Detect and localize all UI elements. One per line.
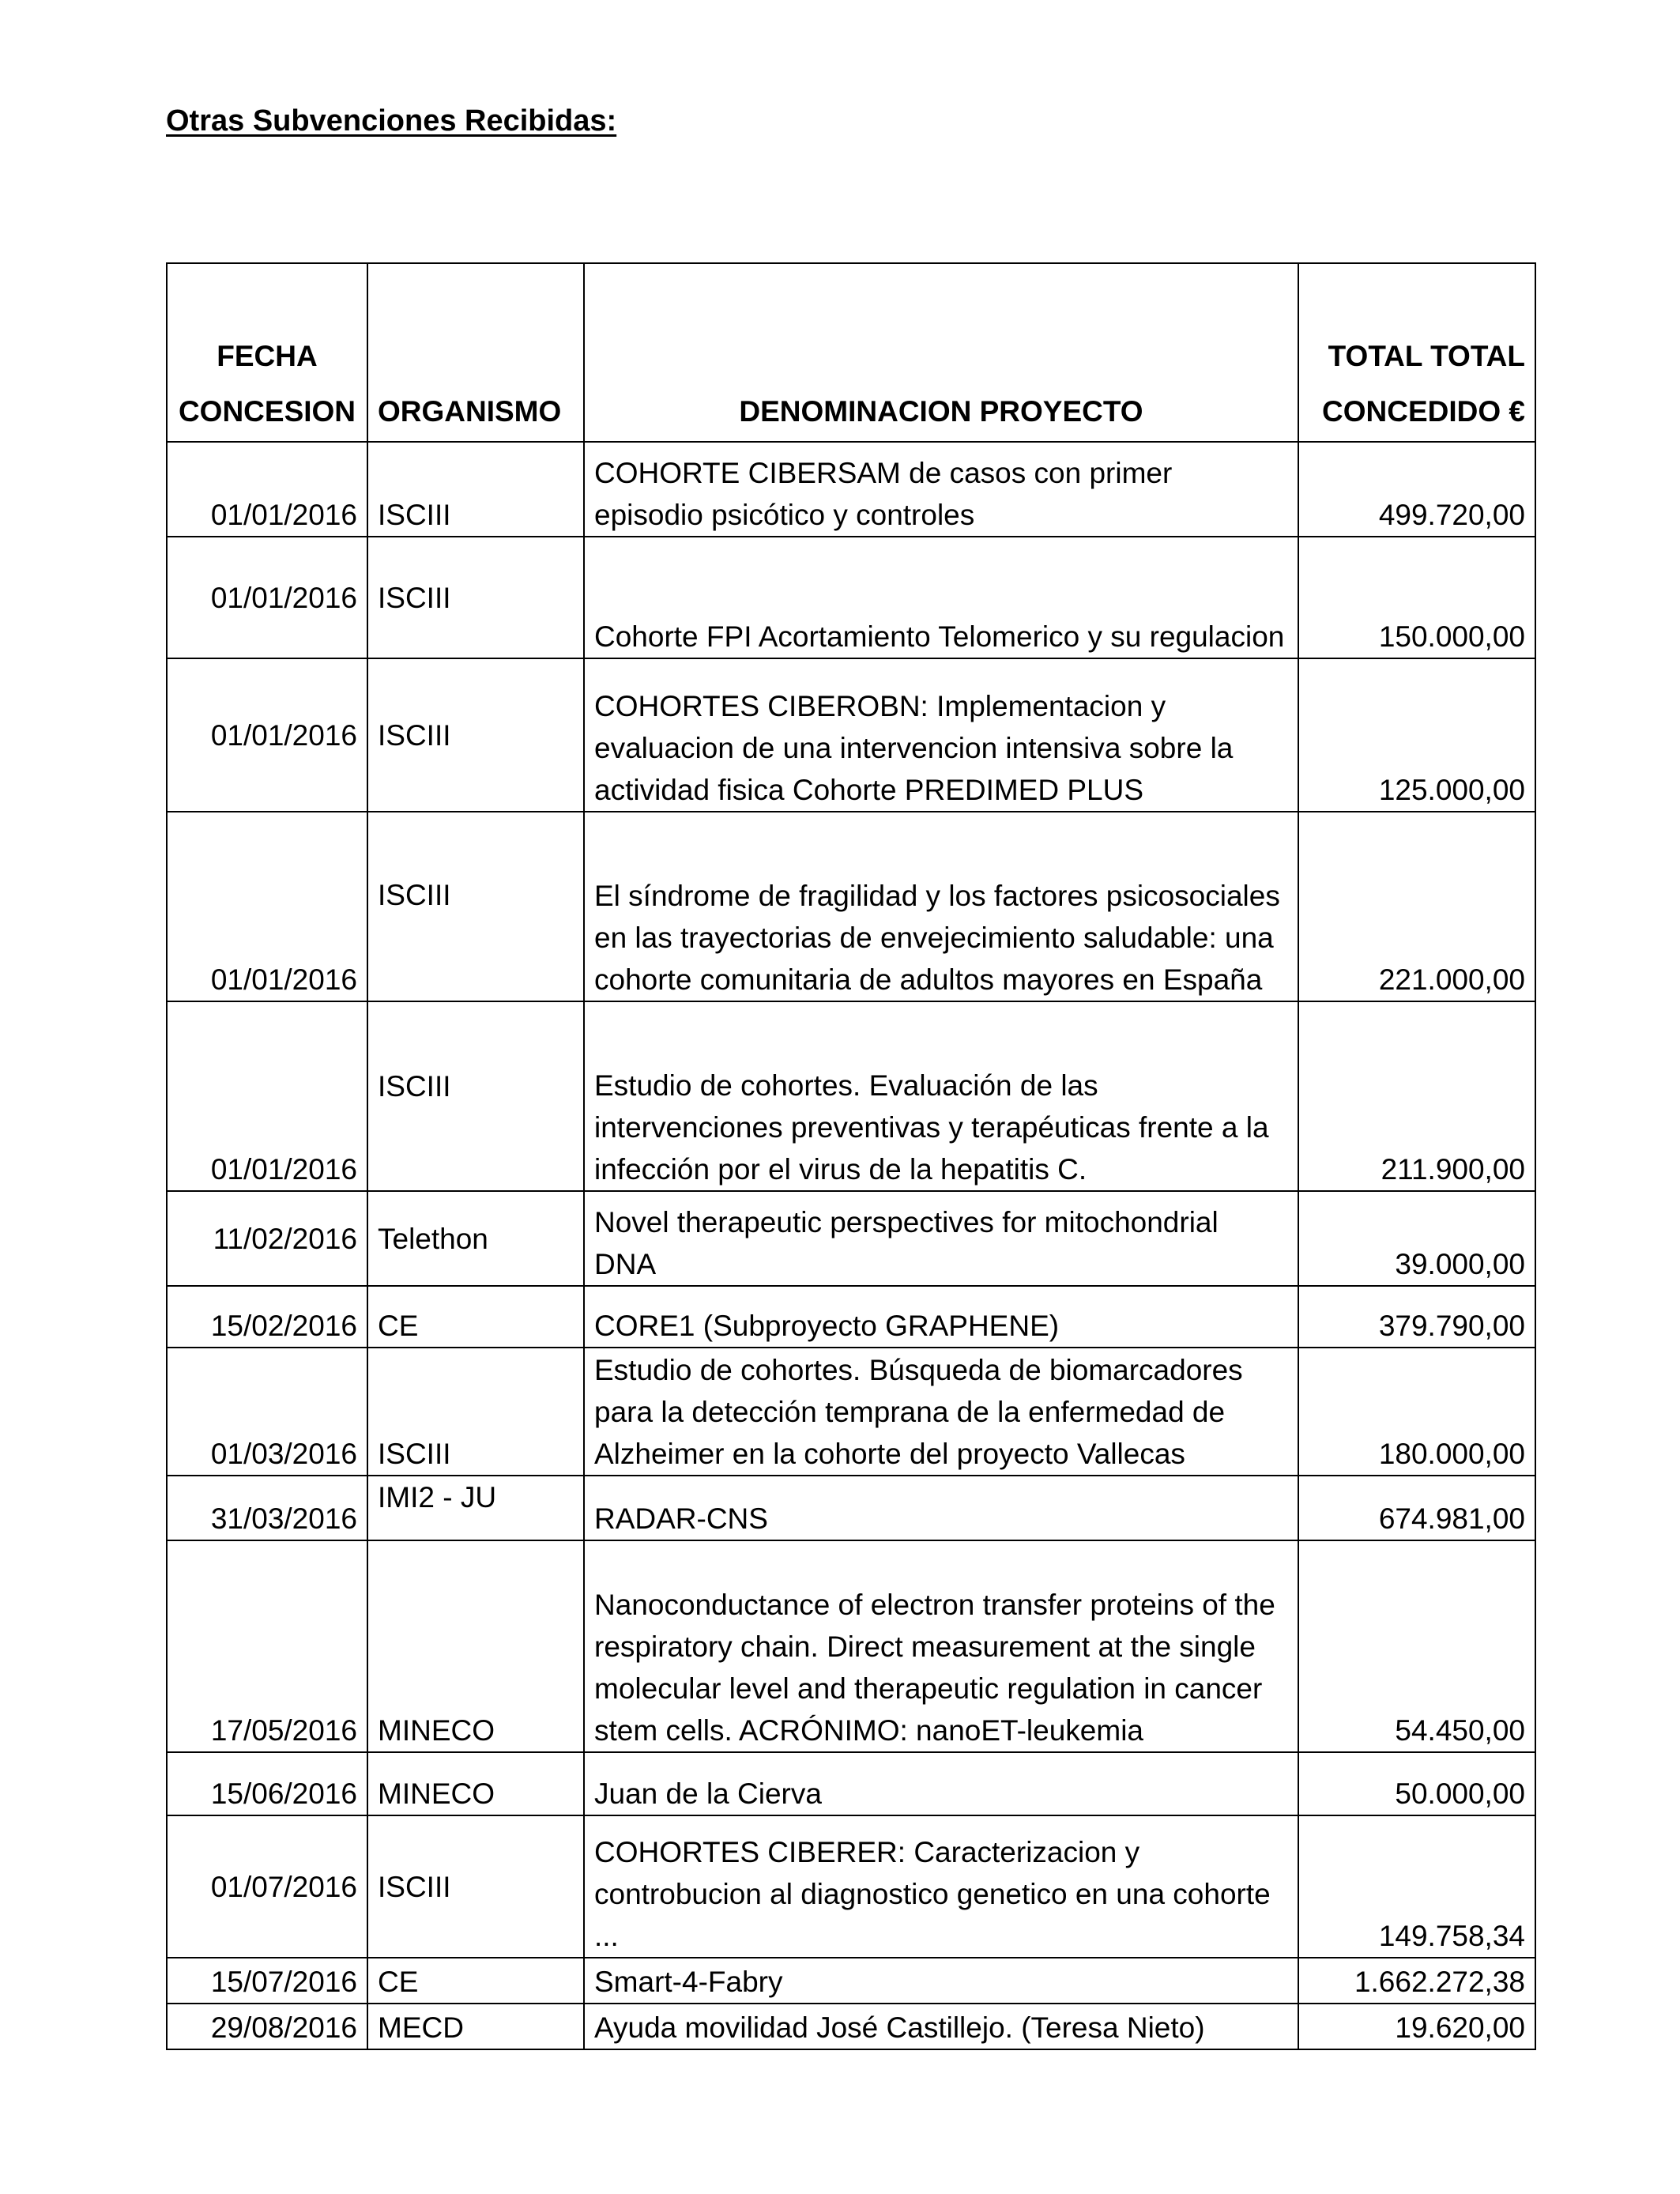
table-row xyxy=(167,2004,1535,2049)
cell-organismo: ISCIII xyxy=(367,537,584,658)
header-denominacion: DENOMINACION PROYECTO xyxy=(584,263,1298,442)
cell-total: 379.790,00 xyxy=(1298,1286,1535,1348)
cell-organismo: MINECO xyxy=(367,1752,584,1815)
cell-denominacion: Nanoconductance of electron transfer proteins of the respiratory chain. Direct measurement at the single molecular level and therapeutic regulation in cancer stem cells. ACRÓNIMO: nanoET-leukemia xyxy=(584,1540,1298,1752)
cell-total: 150.000,00 xyxy=(1298,537,1535,658)
cell-total: 125.000,00 xyxy=(1298,658,1535,812)
cell-fecha: 01/01/2016 xyxy=(167,442,367,537)
cell-denominacion: COHORTES CIBEROBN: Implementacion y evaluacion de una intervencion intensiva sobre la actividad fisica Cohorte PREDIMED PLUS xyxy=(584,658,1298,812)
cell-organismo: IMI2 - JU xyxy=(367,1476,584,1540)
cell-organismo: MINECO xyxy=(367,1540,584,1752)
cell-fecha: 29/08/2016 xyxy=(167,2004,367,2049)
cell-organismo: ISCIII xyxy=(367,658,584,812)
cell-total: 39.000,00 xyxy=(1298,1191,1535,1286)
header-fecha-line1: FECHA xyxy=(217,340,318,372)
cell-denominacion: Estudio de cohortes. Búsqueda de biomarcadores para la detección temprana de la enfermedad de Alzheimer en la cohorte del proyecto Vallecas xyxy=(584,1348,1298,1476)
header-organismo: ORGANISMO xyxy=(367,263,584,442)
cell-denominacion: COHORTE CIBERSAM de casos con primer episodio psicótico y controles xyxy=(584,442,1298,537)
table-row xyxy=(167,442,1535,537)
cell-fecha: 17/05/2016 xyxy=(167,1540,367,1752)
table-row xyxy=(167,1476,1535,1540)
header-fecha-line2: CONCESION xyxy=(178,395,356,428)
cell-total: 211.900,00 xyxy=(1298,1001,1535,1191)
cell-denominacion: Juan de la Cierva xyxy=(584,1752,1298,1815)
cell-organismo: ISCIII xyxy=(367,1815,584,1958)
cell-fecha: 15/07/2016 xyxy=(167,1958,367,2004)
document-title: Otras Subvenciones Recibidas: xyxy=(166,104,617,138)
cell-total: 499.720,00 xyxy=(1298,442,1535,537)
cell-fecha: 15/06/2016 xyxy=(167,1752,367,1815)
table-row xyxy=(167,1286,1535,1348)
table-row xyxy=(167,537,1535,658)
cell-fecha: 01/03/2016 xyxy=(167,1348,367,1476)
table-row xyxy=(167,1752,1535,1815)
cell-denominacion: El síndrome de fragilidad y los factores psicosociales en las trayectorias de envejecimiento saludable: una cohorte comunitaria de adultos mayores en España xyxy=(584,812,1298,1001)
table-row xyxy=(167,812,1535,1001)
cell-organismo: Telethon xyxy=(367,1191,584,1286)
cell-fecha: 01/01/2016 xyxy=(167,658,367,812)
cell-organismo: ISCIII xyxy=(367,1348,584,1476)
cell-organismo: MECD xyxy=(367,2004,584,2049)
cell-denominacion: Novel therapeutic perspectives for mitochondrial DNA xyxy=(584,1191,1298,1286)
cell-total: 180.000,00 xyxy=(1298,1348,1535,1476)
table-row xyxy=(167,1191,1535,1286)
cell-total: 1.662.272,38 xyxy=(1298,1958,1535,2004)
cell-fecha: 01/01/2016 xyxy=(167,1001,367,1191)
cell-fecha: 01/07/2016 xyxy=(167,1815,367,1958)
table-row xyxy=(167,1348,1535,1476)
cell-denominacion: COHORTES CIBERER: Caracterizacion y controbucion al diagnostico genetico en una cohorte ... xyxy=(584,1815,1298,1958)
table-row xyxy=(167,1001,1535,1191)
cell-organismo: ISCIII xyxy=(367,1001,584,1191)
table-row xyxy=(167,1815,1535,1958)
cell-organismo: ISCIII xyxy=(367,812,584,1001)
cell-fecha: 01/01/2016 xyxy=(167,537,367,658)
header-total-concedido xyxy=(1298,263,1535,442)
cell-fecha: 31/03/2016 xyxy=(167,1476,367,1540)
cell-total: 50.000,00 xyxy=(1298,1752,1535,1815)
header-total-line2: CONCEDIDO € xyxy=(1322,395,1525,428)
table-row xyxy=(167,1958,1535,2004)
cell-organismo: CE xyxy=(367,1286,584,1348)
table-row xyxy=(167,658,1535,812)
cell-organismo: ISCIII xyxy=(367,442,584,537)
cell-fecha: 15/02/2016 xyxy=(167,1286,367,1348)
cell-denominacion: Ayuda movilidad José Castillejo. (Teresa Nieto) xyxy=(584,2004,1298,2049)
header-total-line1: TOTAL TOTAL xyxy=(1328,340,1525,372)
cell-total: 54.450,00 xyxy=(1298,1540,1535,1752)
cell-denominacion: Smart-4-Fabry xyxy=(584,1958,1298,2004)
header-fecha-concesion xyxy=(167,263,367,442)
cell-denominacion: RADAR-CNS xyxy=(584,1476,1298,1540)
cell-denominacion: CORE1 (Subproyecto GRAPHENE) xyxy=(584,1286,1298,1348)
grants-table xyxy=(166,262,1536,2050)
table-header-row xyxy=(167,263,1535,442)
cell-total: 674.981,00 xyxy=(1298,1476,1535,1540)
cell-denominacion: Estudio de cohortes. Evaluación de las intervenciones preventivas y terapéuticas frente a la infección por el virus de la hepatitis C. xyxy=(584,1001,1298,1191)
cell-fecha: 11/02/2016 xyxy=(167,1191,367,1286)
cell-denominacion: Cohorte FPI Acortamiento Telomerico y su regulacion xyxy=(584,537,1298,658)
cell-fecha: 01/01/2016 xyxy=(167,812,367,1001)
table-row xyxy=(167,1540,1535,1752)
cell-organismo: CE xyxy=(367,1958,584,2004)
cell-total: 221.000,00 xyxy=(1298,812,1535,1001)
cell-total: 19.620,00 xyxy=(1298,2004,1535,2049)
cell-total: 149.758,34 xyxy=(1298,1815,1535,1958)
